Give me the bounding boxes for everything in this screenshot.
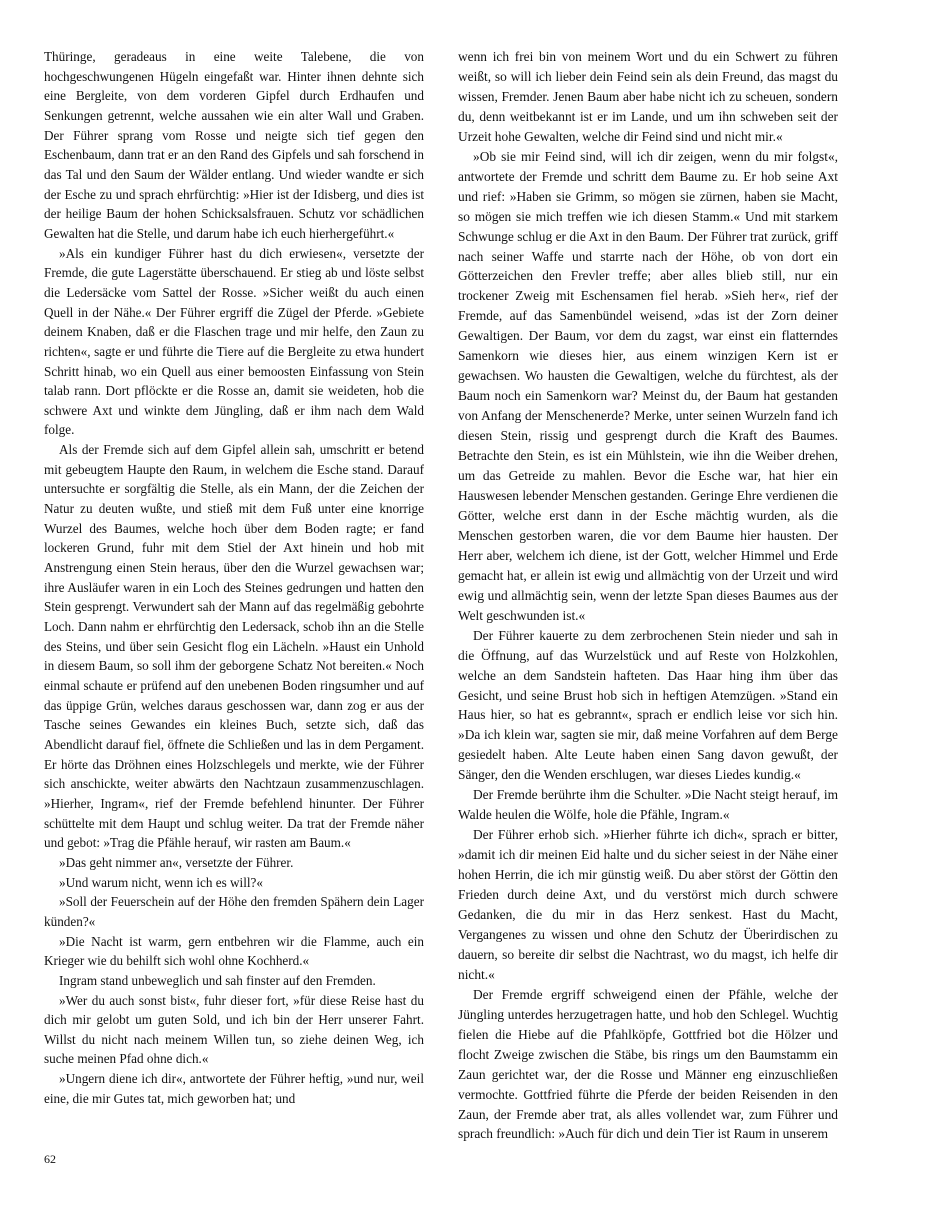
paragraph: »Wer du auch sonst bist«, fuhr dieser fort, »für diese Reise hast du dich mir gelobt um guten Sold, und ich bin der Herr unserer Fahrt. Willst du nicht nach meinem Willen tun, so ziehe deinen Weg, ich suche meinen Pfad ohne dich.«: [44, 992, 424, 1067]
paragraph: Der Fremde berührte ihm die Schulter. »Die Nacht steigt herauf, im Walde heulen die Wölfe, hole die Pfähle, Ingram.«: [458, 787, 838, 823]
paragraph: »Ungern diene ich dir«, antwortete der Führer heftig, »und nur, weil eine, die mir Gutes tat, mich geworben hat; und: [44, 1071, 424, 1106]
paragraph: Thüringe, geradeaus in eine weite Talebene, die von hochgeschwungenen Hügeln eingefaßt war. Hinter ihnen dehnte sich eine Bergleite, von dem vorderen Gipfel durch Erdhaufen und Senkungen getrennt, welche aussahen wie ein alter Wall und Graben. Der Führer sprang vom Rosse und neigte sich tief gegen den Eschenbaum, dann trat er an den Rand des Gipfels und sah forschend in das Tal und den Saum der Wälder entlang. Und wieder wandte er sich der Esche zu und sprach ehrfürchtig: »Hier ist der Idisberg, und dies ist der heilige Baum der hohen Schicksalsfrauen. Schutz vor schädlichen Gewalten hat die Stelle, und darum habe ich euch hierhergeführt.«: [44, 49, 424, 241]
paragraph: Ingram stand unbeweglich und sah finster auf den Fremden.: [59, 972, 376, 988]
paragraph: »Und warum nicht, wenn ich es will?«: [59, 874, 263, 890]
right-text-column: [458, 47, 838, 1144]
paragraph: wenn ich frei bin von meinem Wort und du ein Schwert zu führen weißt, so will ich lieber dein Feind sein als dein Freund, das magst du wissen, Fremder. Jenen Baum aber habe nicht ich zu scheuen, sondern du, denn weitbekannt ist er im Lande, und um ihn schweben seit der Urzeit hohe Gewalten, welche dir Feind sind und nicht mir.«: [458, 49, 838, 144]
page-number: 62: [44, 1152, 56, 1166]
paragraph: »Soll der Feuerschein auf der Höhe den fremden Spähern dein Lager künden?«: [44, 894, 424, 929]
paragraph: Der Führer kauerte zu dem zerbrochenen Stein nieder und sah in die Öffnung, auf das Wurzelstück und auf Reste von Holzkohlen, welche an dem Sandstein hafteten. Das Haar hing ihm über das Gesicht, und seine Brust hob sich in heftigen Atemzügen. »Stand ein Haus hier, so hat es gebrannt«, sprach er endlich leise vor sich hin. »Da ich klein war, sagten sie mir, daß meine Vorfahren auf dem Berge gesiedelt haben. Alte Leute haben einen Sang davon gewußt, der Sänger, den die Wenden erschlugen, war dieses Liedes kundig.«: [458, 627, 838, 783]
paragraph: Der Führer erhob sich. »Hierher führte ich dich«, sprach er bitter, »damit ich dir meinen Eid halte und du sicher seiest in der Nähe einer hohen Herrin, die ich mir günstig weiß. Du aber störst der Göttin den Frieden durch deine Axt, und du verstörst mich durch schwere Gedanken, die du mir in das Herz senkest. Hast du Macht, Vergangenes zu wissen und ohne den Schutz der Überirdischen zu dauern, so bereite dir selbst die Nachtrast, wo du magst, ich helfe dir nicht.«: [458, 827, 838, 982]
paragraph: »Das geht nimmer an«, versetzte der Führer.: [59, 854, 294, 870]
paragraph: Als der Fremde sich auf dem Gipfel allein sah, umschritt er betend mit gebeugtem Haupte den Raum, in welchem die Esche stand. Darauf untersuchte er sorgfältig die Stelle, als ein Mann, der die Zeichen der Natur zu deuten wußte, und stieß mit dem Fuß unter eine knorrige Wurzel des Baumes, welche hoch über dem Boden ragte; er fand lockeren Grund, fuhr mit dem Stiel der Axt hinein und hob mit Anstrengung einen Stein heraus, über den die Wurzel gewachsen war; ihre Ausläufer waren in ein Loch des Steines gedrungen und hatten den Stein gesprengt. Verwundert sah der Mann auf das regelmäßig gebohrte Loch. Dann nahm er ehrfürchtig den Ledersack, schob ihn an die Stelle des Steins, und über sein Gesicht flog ein Lächeln. »Haust ein Unhold in diesem Baum, so soll ihm der geborgene Schatz Not bereiten.« Noch einmal schaute er prüfend auf den unebenen Boden ringsumher und auf das üppige Grün, welches daraus geschossen war, dann zog er aus der Tasche seines Gewandes ein kleines Buch, setzte sich, daß das Abendlicht darauf fiel, öffnete die Schließen und las in dem Pergament. Er hörte das Dröhnen eines Holzschlegels und merkte, wie der Führer sich anschickte, weiter abwärts den Nachtzaun zusammenzuschlagen. »Hierher, Ingram«, rief der Fremde befehlend hinunter. Der Führer schüttelte mit dem Haupt und schlug weiter. Da trat der Fremde näher und gebot: »Trag die Pfähle herauf, wir rasten am Baum.«: [44, 442, 424, 851]
paragraph: »Die Nacht ist warm, gern entbehren wir die Flamme, auch ein Krieger wie du behilft sich wohl ohne Kochherd.«: [44, 933, 424, 969]
paragraph: »Als ein kundiger Führer hast du dich erwiesen«, versetzte der Fremde, die gute Lagerstätte überschauend. Er stieg ab und löste selbst die Ledersäcke vom Sattel der Rosse. »Sicher weißt du auch einen Quell in der Nähe.« Der Führer ergriff die Zügel der Pferde. »Gebiete deinem Knaben, daß er die Flaschen trage und mir helfe, den Zaun zu richten«, sagte er und führte die Tiere auf die Bergleite zu etwa hundert Schritt hinab, wo ein Quell aus einer bemoosten Einfassung von Stein talab rann. Dort pflöckte er die Rosse an, damit sie weideten, hob die schwere Axt und winkte dem Jüngling, daß er ihm nach dem Wald folge.: [44, 245, 424, 438]
paragraph: »Ob sie mir Feind sind, will ich dir zeigen, wenn du mir folgst«, antwortete der Fremde und schritt dem Baume zu. Er hob seine Axt und rief: »Haben sie Grimm, so mögen sie zürnen, haben sie Macht, so mögen sie mich treffen wie ich diesen Stamm.« Und mit starkem Schwunge schlug er die Axt in den Baum. Der Führer trat zurück, griff nach seiner Waffe und starrte nach der Höhe, ob von dort ein Götterzeichen den Frevler treffe; aber alles blieb still, nur ein trockener Zweig mit Eschensamen fiel herab. »Sieh her«, rief der Fremde, auf das Samenbündel weisend, »das ist der Zorn deiner Gewaltigen. Der Baum, vor dem du zagst, war einst ein flatterndes Samenkorn wie dieses hier, aus einem winzigen Kern ist er gewachsen. Wo hausten die Gewaltigen, welche du fürchtest, als der Baum noch ein Samenkorn war? Meinst du, der Baum hat gestanden von Anfang der Menschenerde? Merke, unter seinen Wurzeln fand ich diesen Stein, rissig und gesprengt durch die Kraft des Baumes. Betrachte den Stein, es ist ein Mühlstein, wie ihn die Weiber drehen, um das Getreide zu mahlen. Bevor die Esche war, hat hier ein Hauswesen lebender Menschen gestanden. Geringe Ehre verdienen die Götter, welche erst dann in der Esche mächtig wurden, als die Menschen gestorben waren, die vor dem Baume hier hausten. Der Herr aber, welchem ich diene, ist der Gott, welcher Himmel und Erde gemacht hat, er allein ist ewig und allmächtig von der Urzeit und wird ewig und allmächtig sein, wenn der letzte Span dieses Baumes aus der Welt geschwunden ist.«: [458, 148, 838, 623]
left-text-column: [44, 47, 424, 1108]
paragraph: Der Fremde ergriff schweigend einen der Pfähle, welche der Jüngling unterdes herzugetragen hatte, und hob den Schlegel. Wuchtig fielen die Hiebe auf die Pfahlköpfe, Gottfried bot die Hölzer und flocht Zweige zwischen die Stäbe, bis rings um den Baumstamm ein Zaun gerichtet war, der die Rosse und Männer eng einzuschließen vermochte. Gottfried führte die Pferde der beiden Reisenden in den Zaun, der Fremde aber trat, als alles vollendet war, zum Führer und sprach freundlich: »Auch für dich und dein Tier ist Raum in unserem: [458, 986, 838, 1142]
